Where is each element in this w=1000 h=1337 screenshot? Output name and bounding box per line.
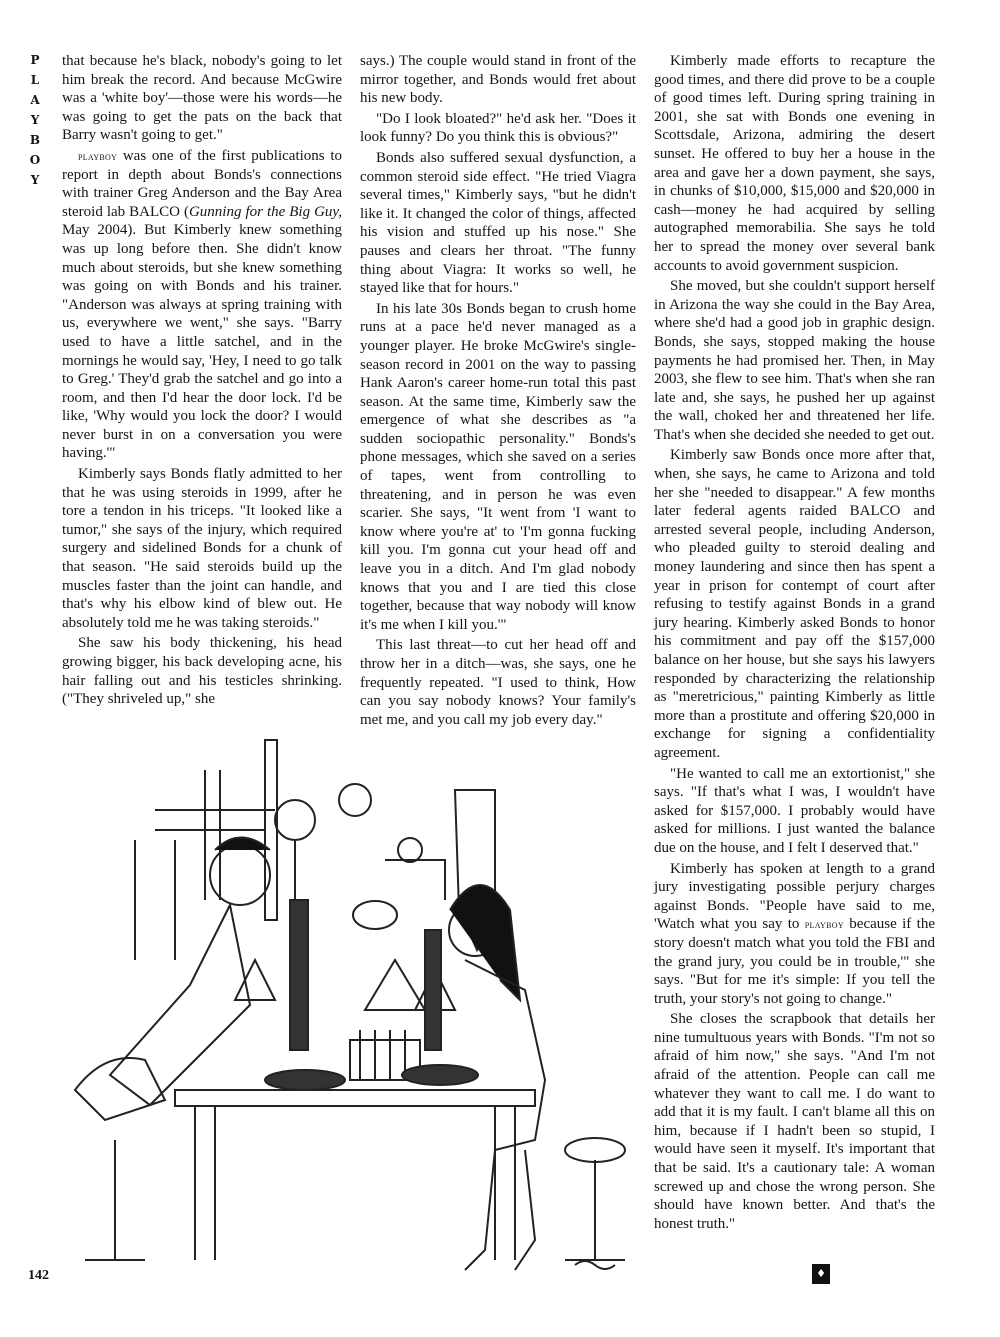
article-column-3 [654, 52, 935, 1235]
article-column-1 [62, 52, 342, 711]
paragraph: that because he's black, nobody's going to let him break the record. And because McGwire was a 'white boy'—those were his words—he was going to get the pats on the back that Barry wasn't going to get." [62, 53, 342, 144]
magazine-name: playboy [804, 917, 844, 932]
article-column-2 [360, 52, 636, 731]
paragraph: This last threat—to cut her head off and throw her in a ditch—was, she says, one he frequently repeated. "I used to think, How can you say nobody knows? Your family's met me, and you call my job every day." [360, 637, 636, 728]
paragraph: In his late 30s Bonds began to crush home runs at a pace he'd never managed as a younger player. He broke McGwire's single-season record in 2001 on the way to passing Hank Aaron's career home-run total this past season. At the same time, Kimberly saw the emergence of what she describes as "a sudden sociopathic personality." Bonds's phone messages, which she saved on a series of tapes, went from controlling to threatening, and in person he was even scarier. She says, "It went from 'I want to know where you're at' to 'I'm gonna fucking kill you. I'm gonna cut your head off and leave you in a ditch. And I'm glad nobody knows that you and I are tied this close together, because that way nobody will know it's me when I kill you.'" [360, 300, 636, 633]
page-number: 142 [28, 1268, 49, 1283]
paragraph: says.) The couple would stand in front of the mirror together, and Bonds would fret about his new body. [360, 53, 636, 107]
citation-title: Gunning for the Big Guy, [188, 203, 343, 220]
paragraph: "Do I look bloated?" he'd ask her. "Does it look funny? Do you think this is obvious?" [360, 110, 636, 146]
paragraph: playboy was one of the first publications to report in depth about Bonds's connections with trainer Greg Anderson and the Bay Area steroid lab BALCO (Gunning for the Big Guy, May 2004). But Kimberly knew something was up long before then. She didn't know much about steroids, but she knew something was going on with Bonds and his trainer. "Anderson was always at spring training with us, everywhere we went," she says. "Barry used to have a little satchel, and in the mornings he would say, 'Hey, I need to go talk to Greg.' They'd grab the satchel and go into a room, and then I'd hear the door lock. I'd be like, 'Why would you lock the door? I would never burst in on a conversation you were having.'" [62, 147, 343, 462]
magazine-name: playboy [78, 148, 118, 163]
paragraph: Kimberly says Bonds flatly admitted to her that he was using steroids in 1999, after he tore a tendon in his triceps. "It looked like a tumor," she says of the injury, which required surgery and sidelined Bonds for a chunk of that season. "He said steroids build up the muscles faster than the joint can handle, and that's why his elbow kind of blew out. He absolutely told me he was taking steroids." [62, 466, 342, 631]
paragraph: Kimberly saw Bonds once more after that, when, she says, he came to Arizona and told her she "needed to disappear." A few months later federal agents raided BALCO and arrested several people, including Anderson, who pleaded guilty to steroid dealing and money laundering and since then has spent a year in prison for contempt of court after refusing to testify against Bonds in a grand jury hearing. Kimberly asked Bonds to honor his commitment and pay off the $157,000 balance on her house, but she says his lawyers responded by characterizing the relationship as "meretricious," painting Kimberly as little more than a prostitute and offering $20,000 in exchange for signing a confidentiality agreement. [654, 447, 935, 761]
paragraph: Kimberly has spoken at length to a grand jury investigating possible perjury charges against Bonds. "People have said to me, 'Watch what you say to playboy because if the story doesn't match what you told the FBI and the grand jury, you could be in trouble,'" she says. "But for me it's simple: If you tell the truth, your story's not going to change." [654, 860, 935, 1007]
paragraph: "He wanted to call me an extortionist," she says. "If that's what I was, I wouldn't have asked for $157,000. I probably would have asked for millions. I just wanted the balance due on the house, and I felt I deserved that." [654, 765, 935, 856]
lab-cartoon-illustration [55, 700, 635, 1285]
paragraph: She saw his body thickening, his head growing bigger, his back developing acne, his hair falling out and his testicles shrinking. ("They shriveled up," she [62, 635, 342, 708]
magazine-masthead-vertical: P L A Y B O Y [29, 53, 41, 187]
paragraph: Kimberly made efforts to recapture the good times, and there did prove to be a couple of good times left. During spring training in 2001, she sat with Bonds one evening in Scottsdale, Arizona, admiring the desert sunset. He offered to buy her a house in the area and gave her a down payment, she says, in chunks of $10,000, $15,000 and $20,000 in cash—money he had acquired by selling autographed memorabilia. She says he told her to spread the money over several bank accounts to avoid government suspicion. [654, 53, 935, 274]
rabbit-head-logo-icon: ♦ [812, 1264, 830, 1284]
paragraph: Bonds also suffered sexual dysfunction, a common steroid side effect. "He tried Viagra several times," Kimberly says, "but he didn't like it. It changed the color of things, affected his vision and stuffed up his nose." She pauses and clears her throat. "The funny thing about Viagra: It works so well, he stayed like that for hours." [360, 149, 636, 297]
paragraph: She moved, but she couldn't support herself in Arizona the way she could in the Bay Area, where she'd had a good job in graphic design. Bonds, she says, stopped making the house payments he had promised her. Then, in May 2003, she flew to see him. That's when she ran late and, she says, he pushed her up against the wall, choked her and threatened her life. That's when she decided she needed to get out. [654, 278, 935, 443]
paragraph: She closes the scrapbook that details her nine tumultuous years with Bonds. "I'm not so afraid of him now," she says. "And I'm not afraid of the attention. People can call me whatever they want to call me. I do want to add that it is my fault. I can't blame all this on him, because if I hadn't been so stupid, I would have seen it myself. It's important that that be said. It's a cautionary tale: A woman screwed up and chose the wrong person. She should have known better. And that's the honest truth." [654, 1011, 935, 1232]
